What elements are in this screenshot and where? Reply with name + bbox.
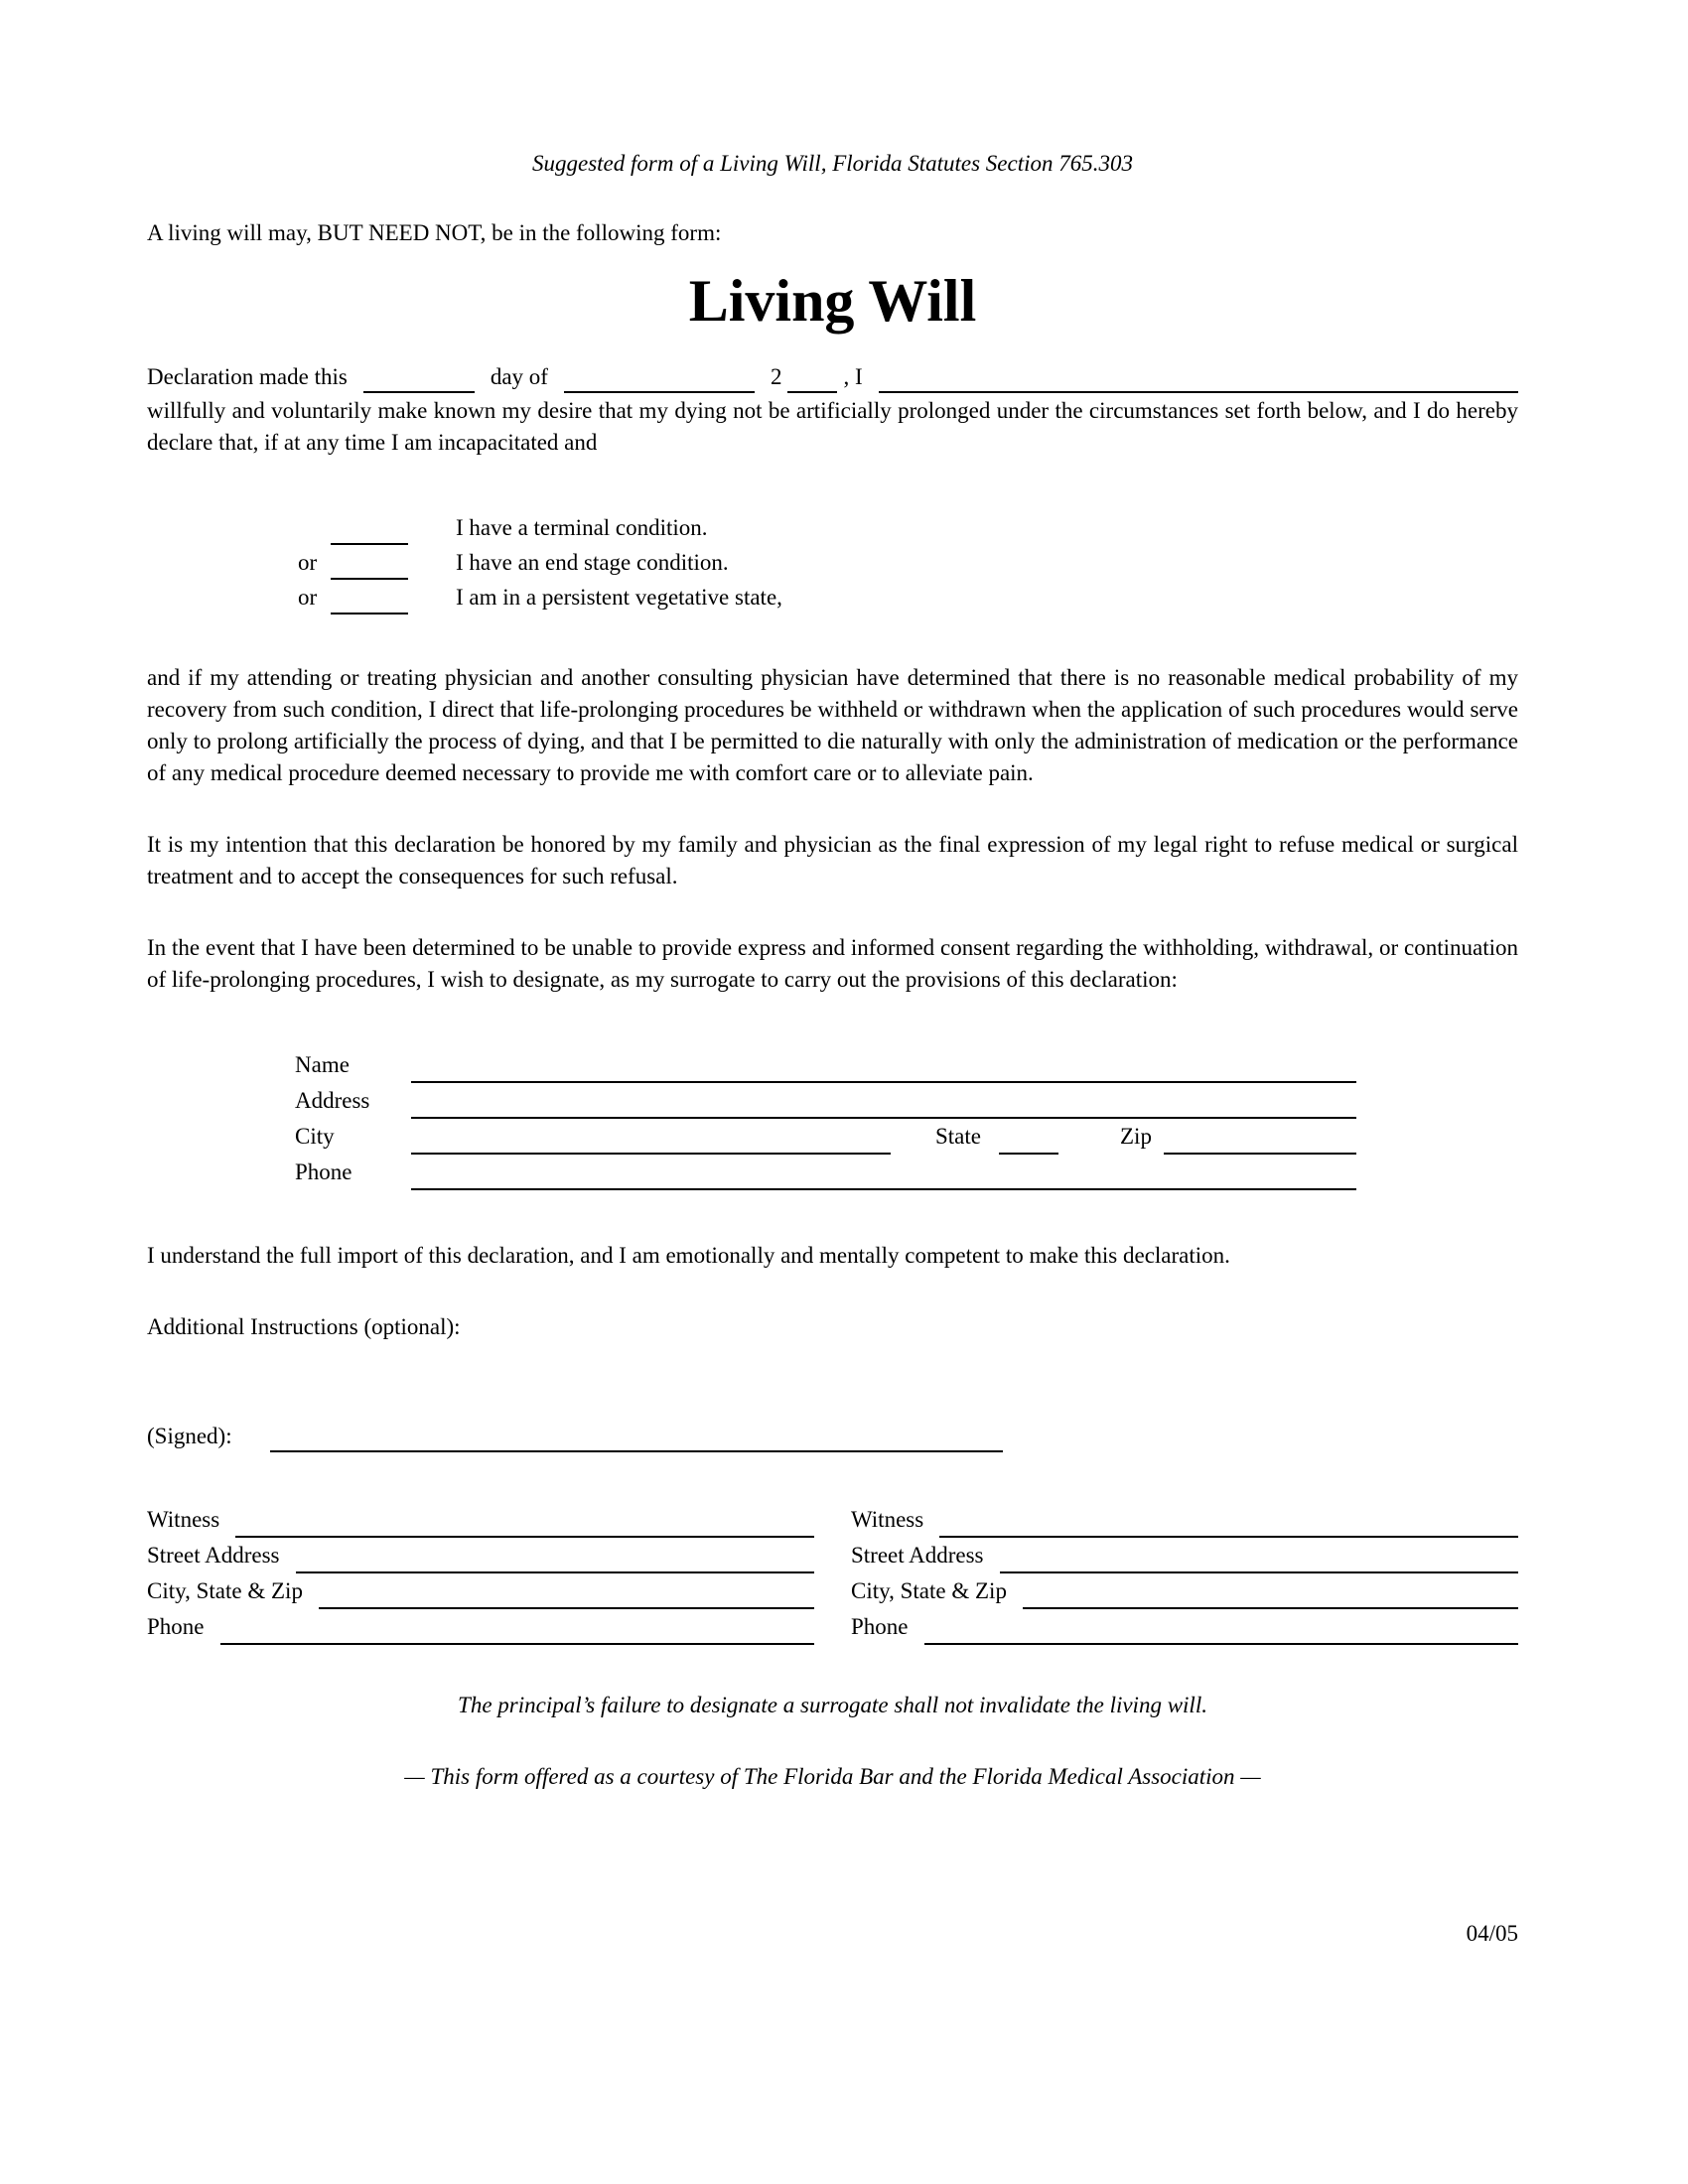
condition-initials-blank: [331, 583, 408, 614]
signed-label: (Signed):: [147, 1424, 232, 1448]
witness-label: Witness: [851, 1507, 924, 1532]
declaration-name-blank: [879, 363, 1518, 393]
city-state-zip-label: City, State & Zip: [147, 1578, 303, 1603]
condition-row-end-stage: [298, 545, 1518, 580]
declaration-fill-line: [147, 361, 1518, 393]
condition-label: I have a terminal condition.: [456, 515, 708, 540]
witness-street-blank: [1000, 1541, 1518, 1573]
competency-paragraph: I understand the full import of this declaration, and I am emotionally and mentally competent to make this declaration.: [147, 1243, 1230, 1268]
condition-row-terminal: [298, 510, 1518, 545]
street-address-label: Street Address: [851, 1543, 984, 1568]
witness-city-row: [851, 1573, 1518, 1609]
condition-initials-blank: [331, 513, 408, 545]
condition-or-prefix: or: [298, 585, 318, 610]
witness-name-row: [851, 1502, 1518, 1538]
witness-street-row: [851, 1538, 1518, 1573]
signature-blank: [270, 1422, 1003, 1452]
additional-instructions-label: Additional Instructions (optional):: [147, 1314, 461, 1339]
surrogate-address-blank: [411, 1086, 1356, 1119]
declaration-text-part2: day of: [490, 364, 548, 389]
declaration-text-part1: Declaration made this: [147, 364, 348, 389]
phone-label: Phone: [851, 1614, 909, 1639]
surrogate-address-row: [295, 1083, 1356, 1119]
condition-initials-blank: [331, 548, 408, 580]
witness-label: Witness: [147, 1507, 220, 1532]
surrogate-phone-row: [295, 1155, 1356, 1190]
phone-label: Phone: [147, 1614, 205, 1639]
surrogate-state-blank: [999, 1122, 1058, 1155]
witness-city-blank: [1023, 1576, 1518, 1609]
surrogate-city-row: [295, 1119, 1356, 1155]
signed-row: [147, 1421, 1518, 1452]
city-label: City: [295, 1124, 335, 1149]
surrogate-zip-blank: [1164, 1122, 1356, 1155]
witness-street-row: [147, 1538, 814, 1573]
witness-phone-row: [851, 1609, 1518, 1645]
surrogate-city-blank: [411, 1122, 891, 1155]
surrogate-phone-blank: [411, 1158, 1356, 1190]
surrogate-fields-block: [295, 1047, 1356, 1190]
condition-row-vegetative: [298, 580, 1518, 614]
witness-left-column: [147, 1502, 814, 1645]
witness-phone-blank: [924, 1612, 1519, 1645]
zip-label: Zip: [1120, 1124, 1152, 1149]
declaration-day-blank: [363, 363, 475, 393]
witness-city-blank: [319, 1576, 814, 1609]
determination-paragraph: and if my attending or treating physician and another consulting physician have determined that there is no reasonable medical probability of my recovery from such condition, I direct that life-prolonging procedures be withheld or withdrawn when the application of such procedures would serve only to prolong artificially the process of dying, and that I be permitted to die naturally with only the administration of medication or the performance of any medical procedure deemed necessary to provide me with comfort care or to alleviate pain.: [147, 665, 1518, 785]
declaration-text-part3: 2: [770, 364, 782, 389]
witness-phone-blank: [220, 1612, 815, 1645]
surrogate-name-row: [295, 1047, 1356, 1083]
phone-label: Phone: [295, 1160, 352, 1184]
surrogate-designation-paragraph: In the event that I have been determined to be unable to provide express and informed consent regarding the withholding, withdrawal, or continuation of life-prolonging procedures, I wish to designate, as my surrogate to carry out the provisions of this declaration:: [147, 935, 1518, 992]
intro-line: A living will may, BUT NEED NOT, be in the following form:: [147, 220, 722, 245]
witness-section: [147, 1502, 1518, 1645]
document-title: Living Will: [688, 268, 977, 334]
witness-name-blank: [235, 1505, 814, 1538]
witness-phone-row: [147, 1609, 814, 1645]
declaration-month-blank: [564, 363, 755, 393]
condition-label: I am in a persistent vegetative state,: [456, 585, 782, 610]
declaration-text-part4: , I: [843, 364, 863, 389]
witness-name-row: [147, 1502, 814, 1538]
street-address-label: Street Address: [147, 1543, 280, 1568]
conditions-list: [147, 510, 1518, 614]
page-number: 04/05: [1466, 1921, 1518, 1946]
condition-label: I have an end stage condition.: [456, 550, 729, 575]
witness-right-column: [851, 1502, 1518, 1645]
surrogate-name-blank: [411, 1050, 1356, 1083]
witness-street-blank: [296, 1541, 814, 1573]
declaration-continuation-paragraph: willfully and voluntarily make known my desire that my dying not be artificially prolonged under the circumstances set forth below, and I do hereby declare that, if at any time I am incapacitated and: [147, 398, 1518, 455]
state-label: State: [935, 1124, 981, 1149]
witness-name-blank: [939, 1505, 1518, 1538]
surrogate-failure-note: The principal’s failure to designate a surrogate shall not invalidate the living will.: [458, 1693, 1207, 1717]
declaration-year-blank: [787, 363, 837, 393]
address-label: Address: [295, 1088, 370, 1113]
witness-city-row: [147, 1573, 814, 1609]
intention-paragraph: It is my intention that this declaration be honored by my family and physician as the final expression of my legal right to refuse medical or surgical treatment and to accept the consequences for such refusal.: [147, 832, 1518, 888]
courtesy-note: — This form offered as a courtesy of The Florida Bar and the Florida Medical Association —: [404, 1764, 1261, 1789]
name-label: Name: [295, 1052, 350, 1077]
condition-or-prefix: or: [298, 550, 318, 575]
city-state-zip-label: City, State & Zip: [851, 1578, 1007, 1603]
statute-heading-note: Suggested form of a Living Will, Florida Statutes Section 765.303: [532, 151, 1133, 176]
